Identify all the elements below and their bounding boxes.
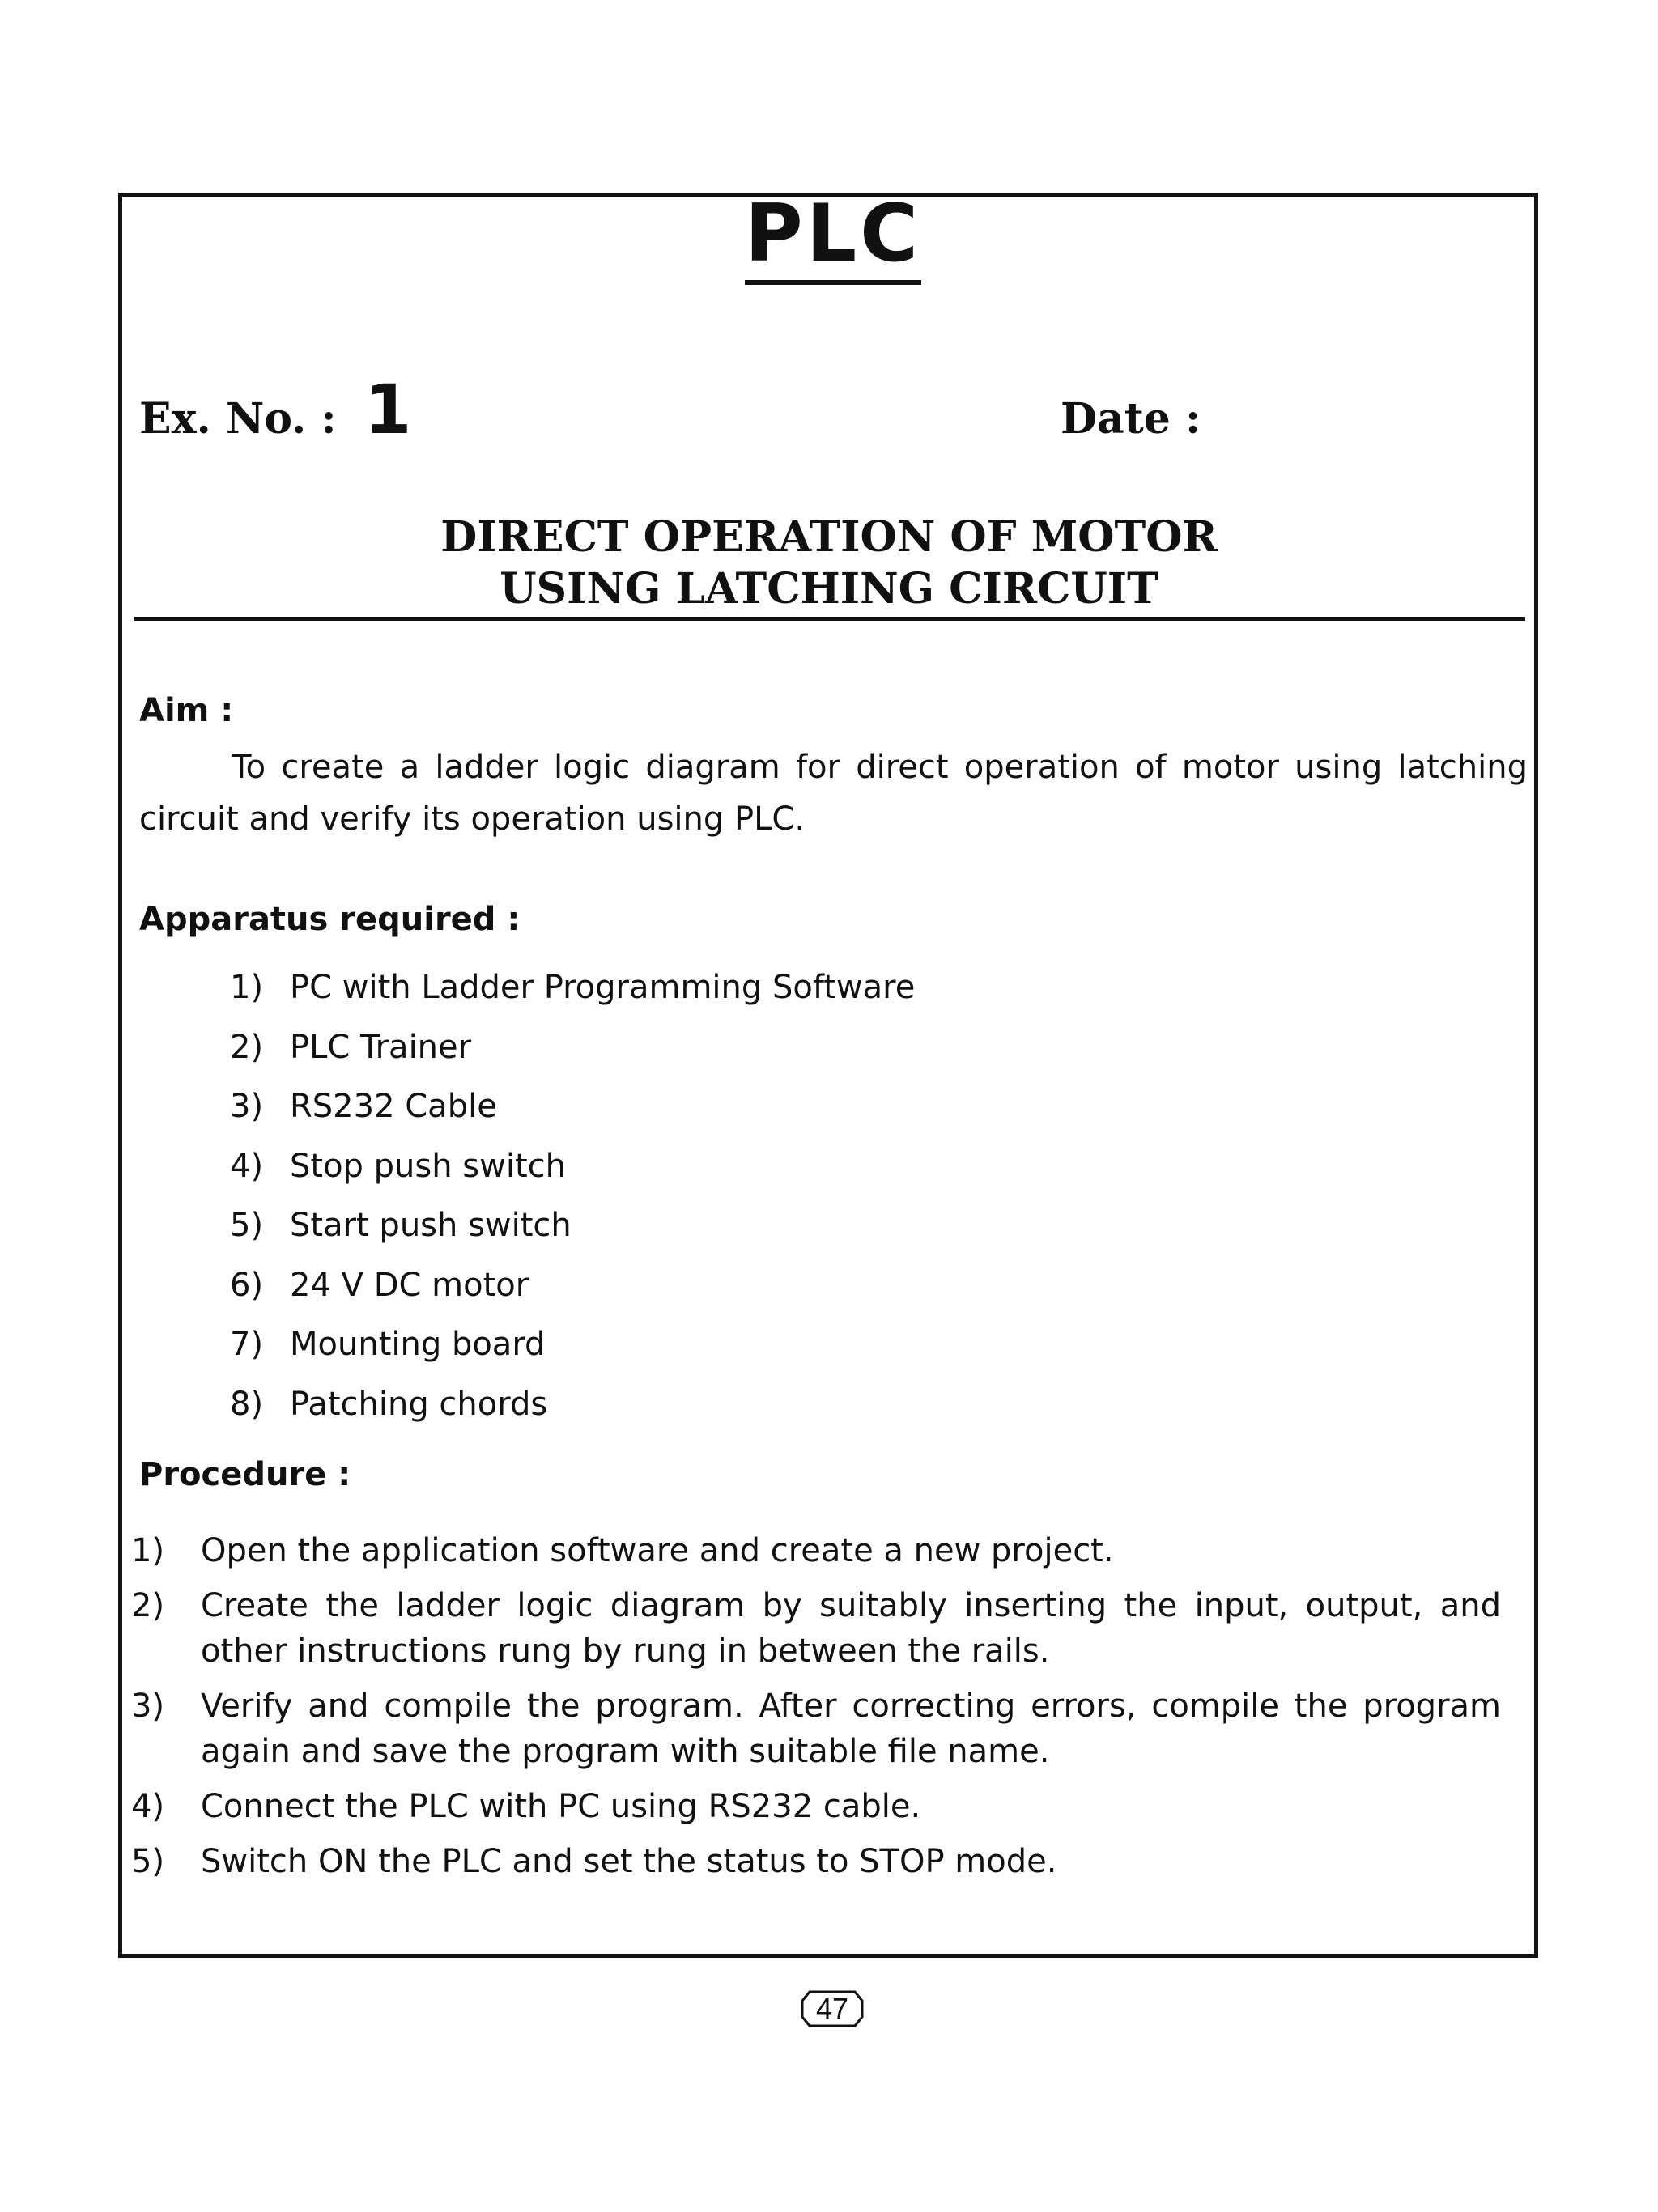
procedure-heading: Procedure : — [139, 1456, 351, 1493]
list-item-number: 5) — [131, 1843, 165, 1880]
list-item-text: Verify and compile the program. After correcting errors, compile the program again and save the program with suitable file name. — [201, 1688, 1501, 1770]
list-item-text: Stop push switch — [290, 1147, 566, 1185]
list-item — [230, 963, 915, 1023]
aim-heading: Aim : — [139, 692, 234, 729]
list-item-number: 8) — [230, 1385, 264, 1423]
experiment-title — [0, 512, 1658, 615]
list-item-number: 3) — [230, 1088, 264, 1125]
list-item — [230, 1142, 915, 1202]
list-item — [131, 1784, 1501, 1829]
list-item — [230, 1261, 915, 1321]
list-item-text: Start push switch — [290, 1207, 572, 1244]
list-item-text: PLC Trainer — [290, 1028, 472, 1066]
list-item — [230, 1201, 915, 1261]
aim-text: To create a ladder logic diagram for direct operation of motor using latching circuit and verify its operation using PLC. — [139, 749, 1528, 838]
date-label: Date : — [1061, 394, 1201, 444]
page-number-text: 47 — [815, 1992, 849, 2025]
list-item-text: Patching chords — [290, 1385, 548, 1423]
list-item — [230, 1380, 915, 1440]
list-item — [131, 1839, 1501, 1884]
list-item-number: 3) — [131, 1688, 165, 1725]
procedure-list — [131, 1528, 1501, 1894]
list-item — [131, 1683, 1501, 1774]
list-item — [230, 1082, 915, 1142]
list-item — [131, 1528, 1501, 1573]
list-item-text: PC with Ladder Programming Software — [290, 969, 916, 1006]
list-item-number: 4) — [131, 1788, 165, 1825]
experiment-title-line-1: DIRECT OPERATION OF MOTOR — [440, 512, 1218, 562]
page-number — [800, 1989, 865, 2028]
apparatus-heading: Apparatus required : — [139, 901, 521, 938]
list-item — [230, 1023, 915, 1083]
list-item-number: 2) — [230, 1028, 264, 1066]
list-item — [230, 1320, 915, 1380]
apparatus-list — [230, 963, 915, 1439]
list-item-text: RS232 Cable — [290, 1088, 497, 1125]
list-item-text: 24 V DC motor — [290, 1266, 529, 1304]
list-item-number: 5) — [230, 1207, 264, 1244]
list-item-text: Switch ON the PLC and set the status to STOP mode. — [201, 1843, 1057, 1880]
experiment-title-line-2: USING LATCHING CIRCUIT — [500, 564, 1158, 614]
list-item-number: 4) — [230, 1147, 264, 1185]
list-item-number: 2) — [131, 1587, 165, 1624]
list-item — [131, 1583, 1501, 1674]
list-item-text: Connect the PLC with PC using RS232 cable. — [201, 1788, 921, 1825]
exercise-number-label: Ex. No. : — [139, 394, 337, 444]
list-item-text: Open the application software and create a new project. — [201, 1532, 1114, 1569]
subject-heading: PLC — [0, 194, 1658, 285]
list-item-number: 7) — [230, 1326, 264, 1363]
exercise-number-value: 1 — [364, 370, 412, 449]
list-item-number: 1) — [230, 969, 264, 1006]
title-underline-rule — [134, 617, 1525, 621]
list-item-text: Mounting board — [290, 1326, 546, 1363]
list-item-number: 1) — [131, 1532, 165, 1569]
list-item-text: Create the ladder logic diagram by suitably inserting the input, output, and other instructions rung by rung in between the rails. — [201, 1587, 1501, 1670]
list-item-number: 6) — [230, 1266, 264, 1304]
